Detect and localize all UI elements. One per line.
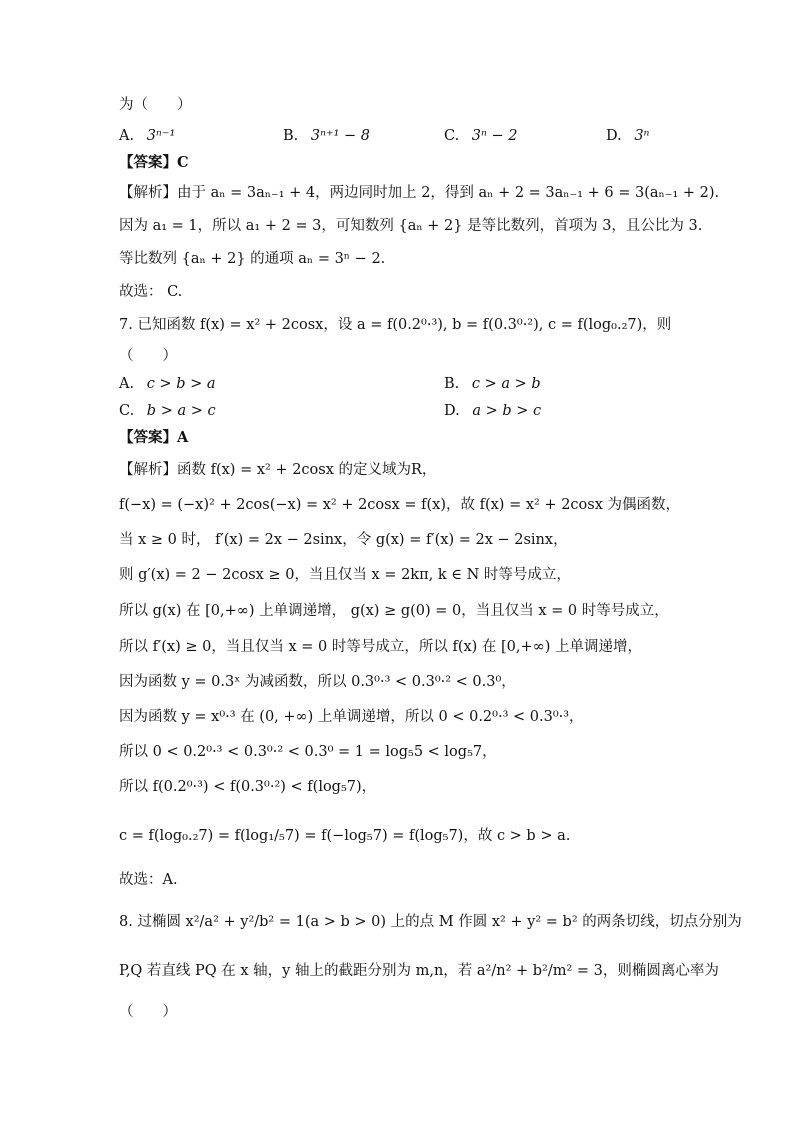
option-value: 3ⁿ − 2 — [471, 128, 518, 144]
q7-analysis-line-10: 所以 f(0.2⁰·³) < f(0.3⁰·²) < f(log₅7)， — [119, 779, 377, 795]
q7-analysis-line-5: 所以 g(x) 在 [0,+∞) 上单调递增， g(x) ≥ g(0) = 0，当且仅当 x = 0 时等号成立， — [119, 603, 669, 619]
option-label: B. — [283, 128, 299, 144]
q8-stem-parens: （ ） — [119, 1004, 177, 1020]
option-value: c > a > b — [471, 376, 541, 392]
q7-analysis-line-7: 因为函数 y = 0.3ˣ 为减函数，所以 0.3⁰·³ < 0.3⁰·² < 0.3⁰， — [119, 674, 516, 690]
option-label: D. — [444, 403, 460, 419]
q7-analysis-line-1: 【解析】函数 f(x) = x² + 2cosx 的定义域为R， — [119, 462, 437, 478]
q8-stem-line-1: 8. 过椭圆 x²/a² + y²/b² = 1(a > b > 0) 上的点 M 作圆 x² + y² = b² 的两条切线，切点分别为 — [119, 914, 742, 930]
q7-conclusion: 故选：A. — [119, 872, 178, 888]
option-label: A. — [119, 128, 135, 144]
option-value: 3ⁿ — [634, 128, 650, 144]
q7-answer: 【答案】A — [119, 429, 189, 446]
q7-option-b — [444, 374, 541, 394]
q7-analysis-line-2: f(−x) = (−x)² + 2cos(−x) = x² + 2cosx = f(x)，故 f(x) = x² + 2cosx 为偶函数， — [119, 497, 680, 513]
option-label: D. — [606, 128, 622, 144]
option-value: 3ⁿ⁺¹ − 8 — [310, 128, 371, 144]
q7-analysis-line-6: 所以 f′(x) ≥ 0，当且仅当 x = 0 时等号成立，所以 f(x) 在 [0,+∞) 上单调递增， — [119, 639, 643, 655]
q7-stem: 7. 已知函数 f(x) = x² + 2cosx，设 a = f(0.2⁰·³), b = f(0.3⁰·²), c = f(log₀.₂7)，则 — [119, 317, 672, 333]
q6-conclusion: 故选： C. — [119, 284, 183, 300]
option-label: A. — [119, 376, 135, 392]
q6-option-a — [119, 126, 175, 146]
q8-stem-line-2: P,Q 若直线 PQ 在 x 轴，y 轴上的截距分别为 m,n，若 a²/n² + b²/m² = 3，则椭圆离心率为 — [119, 963, 719, 979]
q7-option-d — [444, 401, 541, 421]
q6-option-d — [606, 126, 649, 146]
q6-analysis-line-1: 【解析】由于 aₙ = 3aₙ₋₁ + 4，两边同时加上 2，得到 aₙ + 2 = 3aₙ₋₁ + 6 = 3(aₙ₋₁ + 2). — [119, 185, 720, 201]
option-value: c > b > a — [146, 376, 216, 392]
q7-analysis-line-8: 因为函数 y = x⁰·³ 在 (0, +∞) 上单调递增，所以 0 < 0.2⁰·³ < 0.3⁰·³， — [119, 709, 584, 725]
q7-analysis-line-11: c = f(log₀.₂7) = f(log₁/₅7) = f(−log₅7) = f(log₅7)，故 c > b > a. — [119, 828, 571, 844]
q7-analysis-line-9: 所以 0 < 0.2⁰·³ < 0.3⁰·² < 0.3⁰ = 1 = log₅5 < log₅7， — [119, 744, 497, 760]
option-label: C. — [444, 128, 460, 144]
q7-analysis-line-3: 当 x ≥ 0 时， f′(x) = 2x − 2sinx，令 g(x) = f′(x) = 2x − 2sinx， — [119, 532, 568, 548]
q6-answer: 【答案】C — [119, 154, 189, 171]
option-label: C. — [119, 403, 135, 419]
q6-stem-tail: 为（ ） — [119, 97, 192, 113]
q7-option-a — [119, 374, 216, 394]
q6-analysis-line-3: 等比数列 {aₙ + 2} 的通项 aₙ = 3ⁿ − 2. — [119, 251, 386, 267]
option-value: a > b > c — [472, 403, 542, 419]
q6-analysis-line-2: 因为 a₁ = 1，所以 a₁ + 2 = 3，可知数列 {aₙ + 2} 是等比数列，首项为 3，且公比为 3. — [119, 218, 703, 234]
q7-stem-parens: （ ） — [119, 348, 177, 364]
q6-option-c — [444, 126, 518, 146]
option-value: b > a > c — [146, 403, 216, 419]
q7-option-c — [119, 401, 216, 421]
q7-analysis-line-4: 则 g′(x) = 2 − 2cosx ≥ 0，当且仅当 x = 2kπ, k ∈ N 时等号成立， — [119, 567, 571, 583]
option-label: B. — [444, 376, 460, 392]
option-value: 3ⁿ⁻¹ — [146, 128, 176, 144]
q6-option-b — [283, 126, 370, 146]
